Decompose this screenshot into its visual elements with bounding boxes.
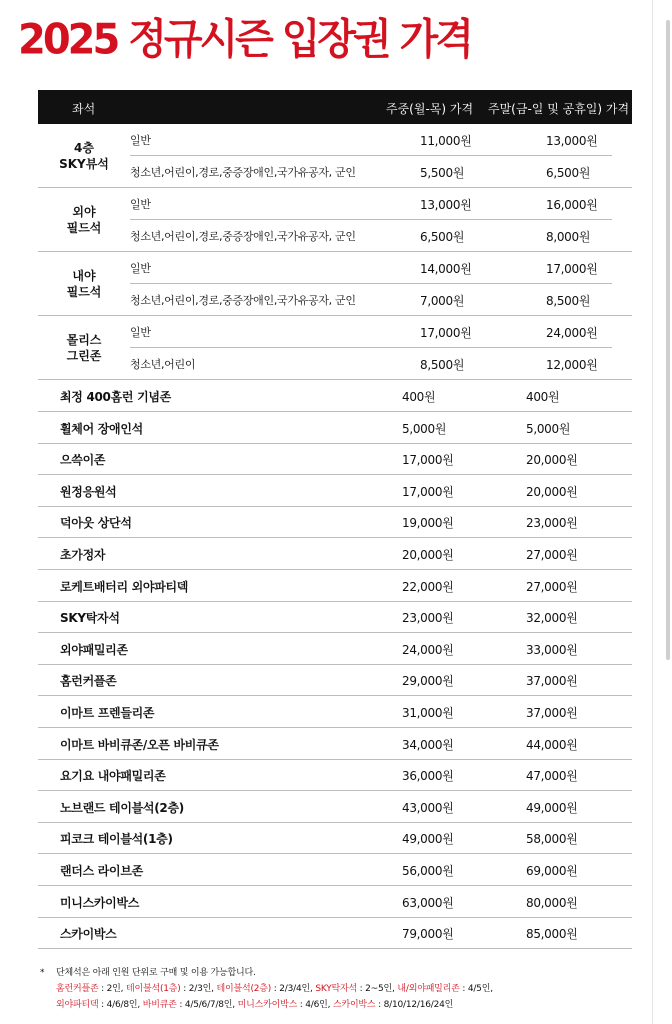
seat-name: 랜더스 라이브존 — [60, 864, 143, 878]
seat-name: 피코크 테이블석(1층) — [60, 832, 173, 847]
group-name-line2: SKY뷰석 — [59, 157, 109, 171]
group-seat-name: SKY탁자석 — [315, 984, 357, 994]
group-seat-name: 홈런커플존 — [56, 984, 99, 994]
table-row — [130, 348, 632, 380]
weekday-price: 24,000원 — [402, 642, 454, 657]
weekend-price: 80,000원 — [526, 895, 578, 910]
table-header — [38, 90, 632, 124]
table-row — [38, 538, 632, 570]
weekday-price: 11,000원 — [420, 134, 472, 148]
weekday-price: 5,000원 — [402, 421, 447, 436]
seat-group — [38, 124, 632, 188]
seat-name: 스카이박스 — [60, 927, 117, 942]
weekend-price: 8,000원 — [546, 230, 591, 244]
group-name — [38, 124, 130, 188]
group-name-line2: 필드석 — [66, 221, 102, 235]
note-intro: 단체석은 아래 인원 단위로 구매 및 이용 가능합니다. — [56, 968, 256, 978]
table-row — [38, 570, 632, 602]
weekend-price: 13,000원 — [546, 134, 598, 148]
ticket-type: 청소년,어린이,경로,중증장애인,국가유공자, 군인 — [130, 294, 356, 307]
weekend-price: 12,000원 — [546, 358, 598, 372]
group-size: : 4/5인, — [459, 984, 493, 994]
weekend-price: 20,000원 — [526, 484, 578, 499]
group-size: : 8/10/12/16/24인 — [375, 1000, 454, 1010]
row-divider — [130, 155, 612, 156]
seat-name: 휠체어 장애인석 — [60, 421, 143, 436]
seat-name: 이마트 바비큐존/오픈 바비큐존 — [60, 737, 219, 752]
weekend-price: 23,000원 — [526, 516, 578, 531]
ticket-type: 청소년,어린이,경로,중증장애인,국가유공자, 군인 — [130, 230, 356, 243]
group-seat-name: 외야파티덱 — [56, 1000, 99, 1010]
table-row — [38, 822, 632, 854]
weekend-price: 69,000원 — [526, 864, 578, 878]
weekday-price: 31,000원 — [402, 706, 454, 720]
note-line-2 — [56, 998, 453, 1013]
weekday-price: 56,000원 — [402, 864, 454, 878]
weekday-price: 6,500원 — [420, 230, 465, 244]
weekday-price: 23,000원 — [402, 611, 454, 626]
weekend-price: 27,000원 — [526, 579, 578, 594]
table-row — [130, 220, 632, 252]
table-row — [38, 917, 632, 949]
group-size: : 2인, — [98, 984, 126, 994]
weekend-price: 58,000원 — [526, 832, 578, 847]
group-seat-name: 테이블석(2층) — [216, 984, 272, 994]
group-size: : 2~5인, — [357, 984, 398, 994]
seat-group — [38, 316, 632, 380]
header-weekend: 주말(금-일 및 공휴일) 가격 — [488, 102, 630, 116]
seat-name: 미니스카이박스 — [60, 895, 140, 910]
seat-name: 초가정자 — [60, 548, 106, 562]
table-row — [38, 759, 632, 791]
group-name — [38, 252, 130, 316]
weekday-price: 400원 — [402, 390, 436, 404]
weekend-price: 17,000원 — [546, 262, 598, 276]
group-name-line2: 그린존 — [66, 349, 102, 363]
weekend-price: 44,000원 — [526, 737, 578, 752]
header-seat: 좌석 — [72, 102, 96, 116]
group-name-line1: 4층 — [74, 141, 94, 155]
group-seat-name: 내/외야패밀리존 — [397, 984, 460, 994]
weekend-price: 24,000원 — [546, 326, 598, 340]
group-name — [38, 316, 130, 380]
group-name — [38, 188, 130, 252]
row-divider — [130, 219, 612, 220]
weekend-price: 16,000원 — [546, 198, 598, 212]
ticket-type: 일반 — [130, 326, 151, 339]
group-name-line2: 필드석 — [66, 285, 102, 299]
table-row — [130, 316, 632, 348]
seat-name: 요기요 내야패밀리존 — [60, 769, 166, 784]
group-size: : 2/3인, — [180, 984, 217, 994]
table-row — [38, 412, 632, 444]
table-row — [38, 633, 632, 665]
group-size: : 4/6/8인, — [98, 1000, 143, 1010]
table-row — [130, 284, 632, 316]
group-seat-name: 스카이박스 — [332, 1000, 376, 1010]
weekend-price: 47,000원 — [526, 769, 578, 784]
seat-name: 로케트배터리 외야파티덱 — [60, 579, 189, 594]
weekday-price: 22,000원 — [402, 579, 454, 594]
table-row — [38, 506, 632, 538]
weekday-price: 63,000원 — [402, 895, 454, 910]
group-seat-name: 테이블석(1층) — [125, 984, 181, 994]
table-row — [38, 664, 632, 696]
weekend-price: 400원 — [526, 390, 560, 404]
weekend-price: 49,000원 — [526, 800, 578, 815]
ticket-type: 일반 — [130, 262, 151, 275]
weekday-price: 8,500원 — [420, 358, 465, 372]
seat-name: 원정응원석 — [60, 484, 117, 499]
group-name-line1: 외야 — [72, 205, 96, 219]
weekday-price: 17,000원 — [402, 484, 454, 499]
weekend-price: 85,000원 — [526, 927, 578, 942]
table-row — [38, 475, 632, 507]
table-row — [38, 696, 632, 728]
seat-name: SKY탁자석 — [60, 611, 120, 626]
weekend-price: 6,500원 — [546, 166, 591, 180]
seat-name: 으쓱이존 — [60, 453, 106, 468]
note-line-1 — [56, 982, 493, 997]
page-title: 2025 정규시즌 입장권 가격 — [18, 15, 471, 65]
group-seat-name: 미니스카이박스 — [237, 1000, 298, 1010]
weekend-price: 37,000원 — [526, 674, 578, 689]
scrollbar[interactable] — [666, 20, 670, 660]
page-edge-line — [652, 0, 653, 1024]
table-row — [38, 443, 632, 475]
table-row — [38, 886, 632, 918]
weekday-price: 43,000원 — [402, 800, 454, 815]
row-divider — [130, 347, 612, 348]
weekday-price: 7,000원 — [420, 294, 465, 308]
group-size: : 4/5/6/7/8인, — [176, 1000, 238, 1010]
table-row — [130, 124, 632, 156]
weekday-price: 34,000원 — [402, 737, 454, 752]
weekend-price: 33,000원 — [526, 642, 578, 657]
seat-name: 외야패밀리존 — [60, 642, 128, 657]
weekday-price: 79,000원 — [402, 927, 454, 942]
seat-group — [38, 252, 632, 316]
table-row — [38, 728, 632, 760]
seat-name: 홈런커플존 — [60, 674, 117, 689]
table-row — [130, 156, 632, 188]
weekday-price: 19,000원 — [402, 516, 454, 531]
table-row — [38, 791, 632, 823]
ticket-type: 일반 — [130, 198, 151, 211]
weekend-price: 32,000원 — [526, 611, 578, 626]
weekday-price: 49,000원 — [402, 832, 454, 847]
table-row — [38, 380, 632, 412]
group-seat-name: 바비큐존 — [142, 1000, 177, 1010]
ticket-type: 일반 — [130, 134, 151, 147]
header-weekday: 주중(월-목) 가격 — [386, 102, 474, 116]
seat-name: 이마트 프렌들리존 — [60, 706, 155, 720]
group-size: : 4/6인, — [297, 1000, 333, 1010]
group-name-line1: 몰리스 — [66, 333, 102, 347]
table-row — [38, 601, 632, 633]
weekday-price: 20,000원 — [402, 548, 454, 562]
weekday-price: 17,000원 — [402, 453, 454, 468]
table-row — [130, 188, 632, 220]
table-row — [130, 252, 632, 284]
ticket-type: 청소년,어린이 — [130, 358, 196, 371]
weekend-price: 27,000원 — [526, 548, 578, 562]
weekday-price: 13,000원 — [420, 198, 472, 212]
row-divider — [130, 283, 612, 284]
weekend-price: 20,000원 — [526, 453, 578, 468]
weekday-price: 14,000원 — [420, 262, 472, 276]
seat-name: 덕아웃 상단석 — [60, 516, 132, 531]
seat-group — [38, 188, 632, 252]
group-size: : 2/3/4인, — [271, 984, 316, 994]
group-name-line1: 내야 — [72, 269, 96, 283]
weekend-price: 5,000원 — [526, 421, 571, 436]
note-bullet: * — [40, 968, 45, 978]
seat-name: 노브랜드 테이블석(2층) — [60, 800, 184, 815]
seat-name: 최정 400홈런 기념존 — [60, 390, 171, 404]
weekend-price: 37,000원 — [526, 706, 578, 720]
weekday-price: 17,000원 — [420, 326, 472, 340]
weekday-price: 36,000원 — [402, 769, 454, 784]
weekday-price: 5,500원 — [420, 166, 465, 180]
table-row — [38, 854, 632, 886]
weekday-price: 29,000원 — [402, 674, 454, 689]
ticket-type: 청소년,어린이,경로,중증장애인,국가유공자, 군인 — [130, 166, 356, 179]
weekend-price: 8,500원 — [546, 294, 591, 308]
